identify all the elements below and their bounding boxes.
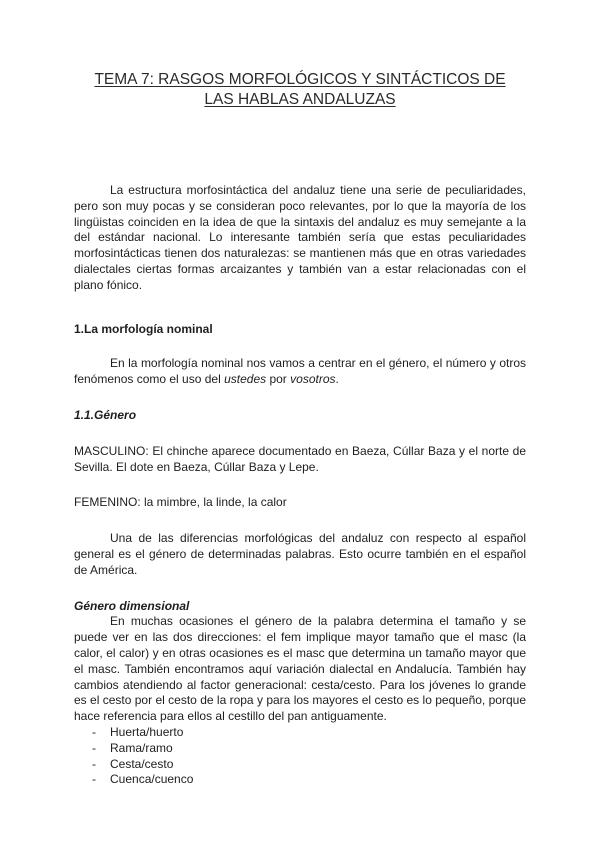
- subsection-heading-genero: 1.1.Género: [74, 407, 137, 422]
- page-title: [74, 70, 526, 110]
- list-item-text: Huerta/huerto: [110, 724, 184, 739]
- title-line-1: TEMA 7: RASGOS MORFOLÓGICOS Y SINTÁCTICOS DE: [94, 71, 506, 88]
- list-item-text: Cesta/cesto: [110, 756, 174, 771]
- morfologia-italic-vosotros: vosotros: [290, 372, 336, 387]
- examples-list: [74, 725, 526, 788]
- morfologia-text-2: por: [266, 372, 291, 387]
- list-item-text: Cuenca/cuenco: [110, 772, 194, 787]
- list-bullet: -: [92, 724, 96, 739]
- title-line-2: LAS HABLAS ANDALUZAS: [204, 91, 396, 108]
- morfologia-text-1: En la morfología nominal nos vamos a centrar en el género, el número y otros fenómenos como el uso del: [74, 356, 526, 387]
- list-item: [92, 757, 526, 773]
- list-item-text: Rama/ramo: [110, 740, 173, 755]
- list-bullet: -: [92, 756, 96, 771]
- list-item: [92, 772, 526, 788]
- intro-paragraph: La estructura morfosintáctica del andaluz tiene una serie de peculiaridades, pero son muy pocas y se consideran poco relevantes, por lo que la mayoría de los lingüistas coinciden en la idea de que la sintaxis del andaluz es muy semejante a la del estándar nacional. Lo interesante también sería que estas peculiaridades morfosintácticas tienen dos naturalezas: se mantienen más que en otras variedades dialectales ciertas formas arcaizantes y también van a estar relacionadas con el plano fónico.: [74, 183, 526, 292]
- genero-dimensional-paragraph: En muchas ocasiones el género de la palabra determina el tamaño y se puede ver en las dos direcciones: el fem implique mayor tamaño que el masc (la calor, el calor) y en otras ocasiones es el masc que determina un tamaño mayor que el masc. También encontramos aquí variación dialectal en Andalucía. También hay cambios atendiendo al factor generacional: cesta/cesto. Para los jóvenes lo grande es el cesto por el cesto de la ropa y para los mayores el cesto es lo pequeño, porque hace referencia para ellos al cestillo del pan antiguamente.: [74, 614, 526, 724]
- list-item: [92, 741, 526, 757]
- list-bullet: -: [92, 740, 96, 755]
- genero-dimensional-heading: Género dimensional: [74, 598, 190, 613]
- morfologia-paragraph: [74, 356, 526, 388]
- masculino-paragraph: MASCULINO: El chinche aparece documentado en Baeza, Cúllar Baza y el norte de Sevilla. El dote en Baeza, Cúllar Baza y Lepe.: [74, 443, 526, 474]
- morfologia-italic-ustedes: ustedes: [224, 372, 267, 387]
- list-bullet: -: [92, 772, 96, 787]
- section-heading-morfologia: 1.La morfología nominal: [74, 321, 213, 336]
- femenino-paragraph: FEMENINO: la mimbre, la linde, la calor: [74, 495, 287, 510]
- morfologia-text-3: .: [335, 372, 339, 387]
- list-item: [92, 725, 526, 741]
- diferencias-paragraph: Una de las diferencias morfológicas del andaluz con respecto al español general es el género de determinadas palabras. Esto ocurre también en el español de América.: [74, 531, 526, 577]
